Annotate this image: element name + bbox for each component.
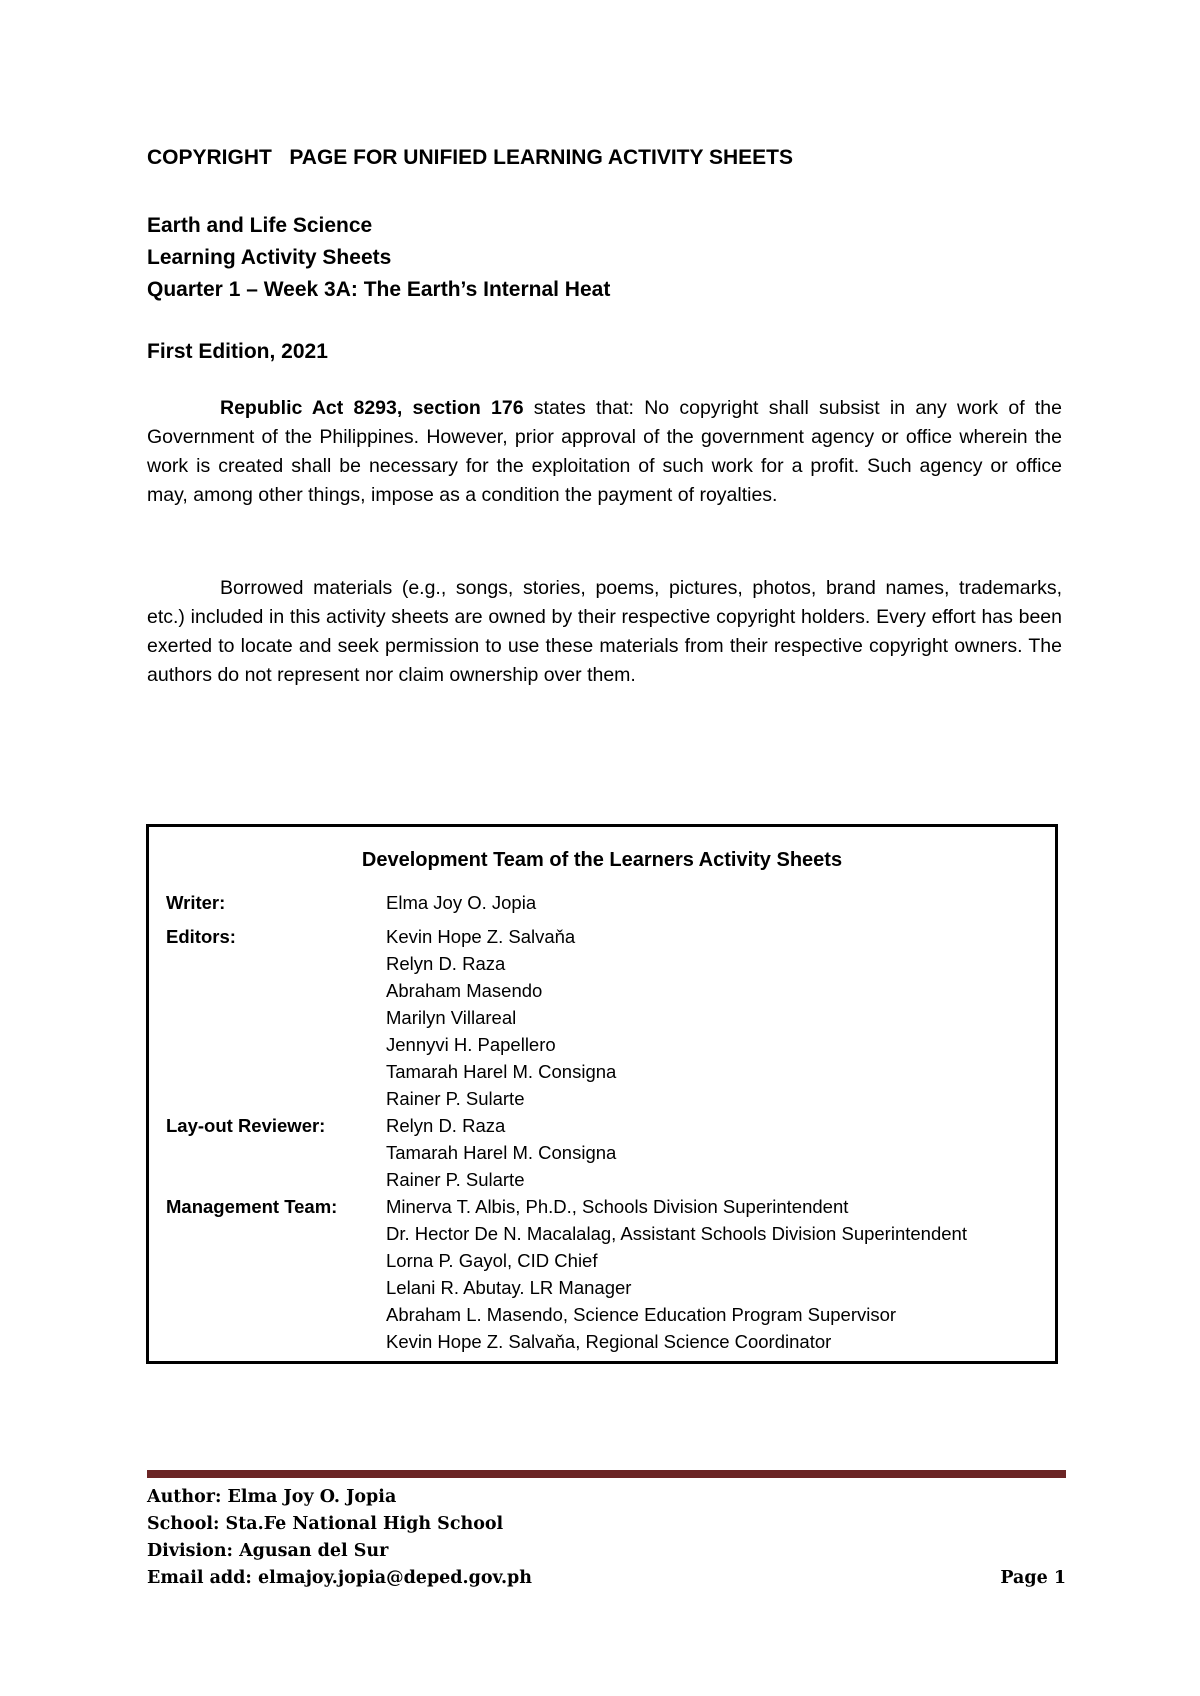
edition-label: First Edition, 2021 [147, 340, 328, 363]
team-rows [166, 889, 1045, 1355]
footer-division: Division: Agusan del Sur [147, 1541, 389, 1561]
management-member: Minerva T. Albis, Ph.D., Schools Division Superintendent [386, 1196, 849, 1217]
page-heading: COPYRIGHT PAGE FOR UNIFIED LEARNING ACTIVITY SHEETS [147, 146, 793, 169]
writer-row [166, 889, 1045, 916]
borrowed-materials-paragraph [147, 574, 1062, 690]
development-team-box [146, 824, 1058, 1364]
title-block [147, 210, 610, 306]
footer-divider [147, 1470, 1066, 1478]
editor-name: Rainer P. Sularte [386, 1088, 525, 1109]
management-member: Kevin Hope Z. Salvaňa, Regional Science Coordinator [386, 1331, 832, 1352]
management-member: Abraham L. Masendo, Science Education Program Supervisor [386, 1304, 897, 1325]
writer-names [386, 889, 1045, 916]
writer-label: Writer: [166, 892, 226, 913]
layout-reviewer-name: Relyn D. Raza [386, 1115, 506, 1136]
footer-last-line [147, 1565, 1066, 1592]
layout-reviewer-names [386, 1112, 1045, 1193]
layout-reviewer-name: Rainer P. Sularte [386, 1169, 525, 1190]
lesson-title: Quarter 1 – Week 3A: The Earth’s Internal Heat [147, 278, 611, 301]
layout-reviewer-row [166, 1112, 1045, 1193]
footer-author: Author: Elma Joy O. Jopia [147, 1487, 397, 1507]
subject-title: Earth and Life Science [147, 214, 373, 237]
editors-names [386, 923, 1045, 1112]
page-footer [147, 1484, 1066, 1592]
series-title: Learning Activity Sheets [147, 246, 392, 269]
editor-name: Marilyn Villareal [386, 1007, 517, 1028]
management-member: Dr. Hector De N. Macalalag, Assistant Schools Division Superintendent [386, 1223, 967, 1244]
page-number: Page 1 [1000, 1568, 1066, 1588]
copyright-paragraph-text: states that: No copyright shall subsist in any work of the Government of the Philippines. However, prior approval of the government agency or office wherein the work is created shall be necessary for the exploitation of such work for a profit. Such agency or office may, among other things, impose as a condition the payment of royalties. [147, 397, 1062, 506]
editor-name: Tamarah Harel M. Consigna [386, 1061, 617, 1082]
management-member: Lorna P. Gayol, CID Chief [386, 1250, 598, 1271]
team-box-title: Development Team of the Learners Activity Sheets [361, 849, 843, 871]
management-team-row [166, 1193, 1045, 1355]
editor-name: Relyn D. Raza [386, 953, 506, 974]
footer-email: Email add: elmajoy.jopia@deped.gov.ph [147, 1568, 533, 1588]
editor-name: Abraham Masendo [386, 980, 543, 1001]
management-team-names [386, 1193, 1045, 1355]
footer-school: School: Sta.Fe National High School [147, 1514, 504, 1534]
law-reference: Republic Act 8293, section 176 [220, 397, 524, 419]
layout-reviewer-name: Tamarah Harel M. Consigna [386, 1142, 617, 1163]
management-team-label: Management Team: [166, 1196, 338, 1217]
management-member: Lelani R. Abutay. LR Manager [386, 1277, 632, 1298]
editors-label: Editors: [166, 926, 236, 947]
editor-name: Jennyvi H. Papellero [386, 1034, 556, 1055]
layout-reviewer-label: Lay-out Reviewer: [166, 1115, 326, 1136]
writer-name: Elma Joy O. Jopia [386, 892, 537, 913]
borrowed-materials-text: Borrowed materials (e.g., songs, stories, poems, pictures, photos, brand names, trademarks, etc.) included in this activity sheets are owned by their respective copyright holders. Every effort has been exerted to locate and seek permission to use these materials from their respective copyright owners. The authors do not represent nor claim ownership over them. [147, 577, 1062, 686]
copyright-paragraph [147, 394, 1062, 510]
editors-row [166, 923, 1045, 1112]
editor-name: Kevin Hope Z. Salvaňa [386, 926, 576, 947]
